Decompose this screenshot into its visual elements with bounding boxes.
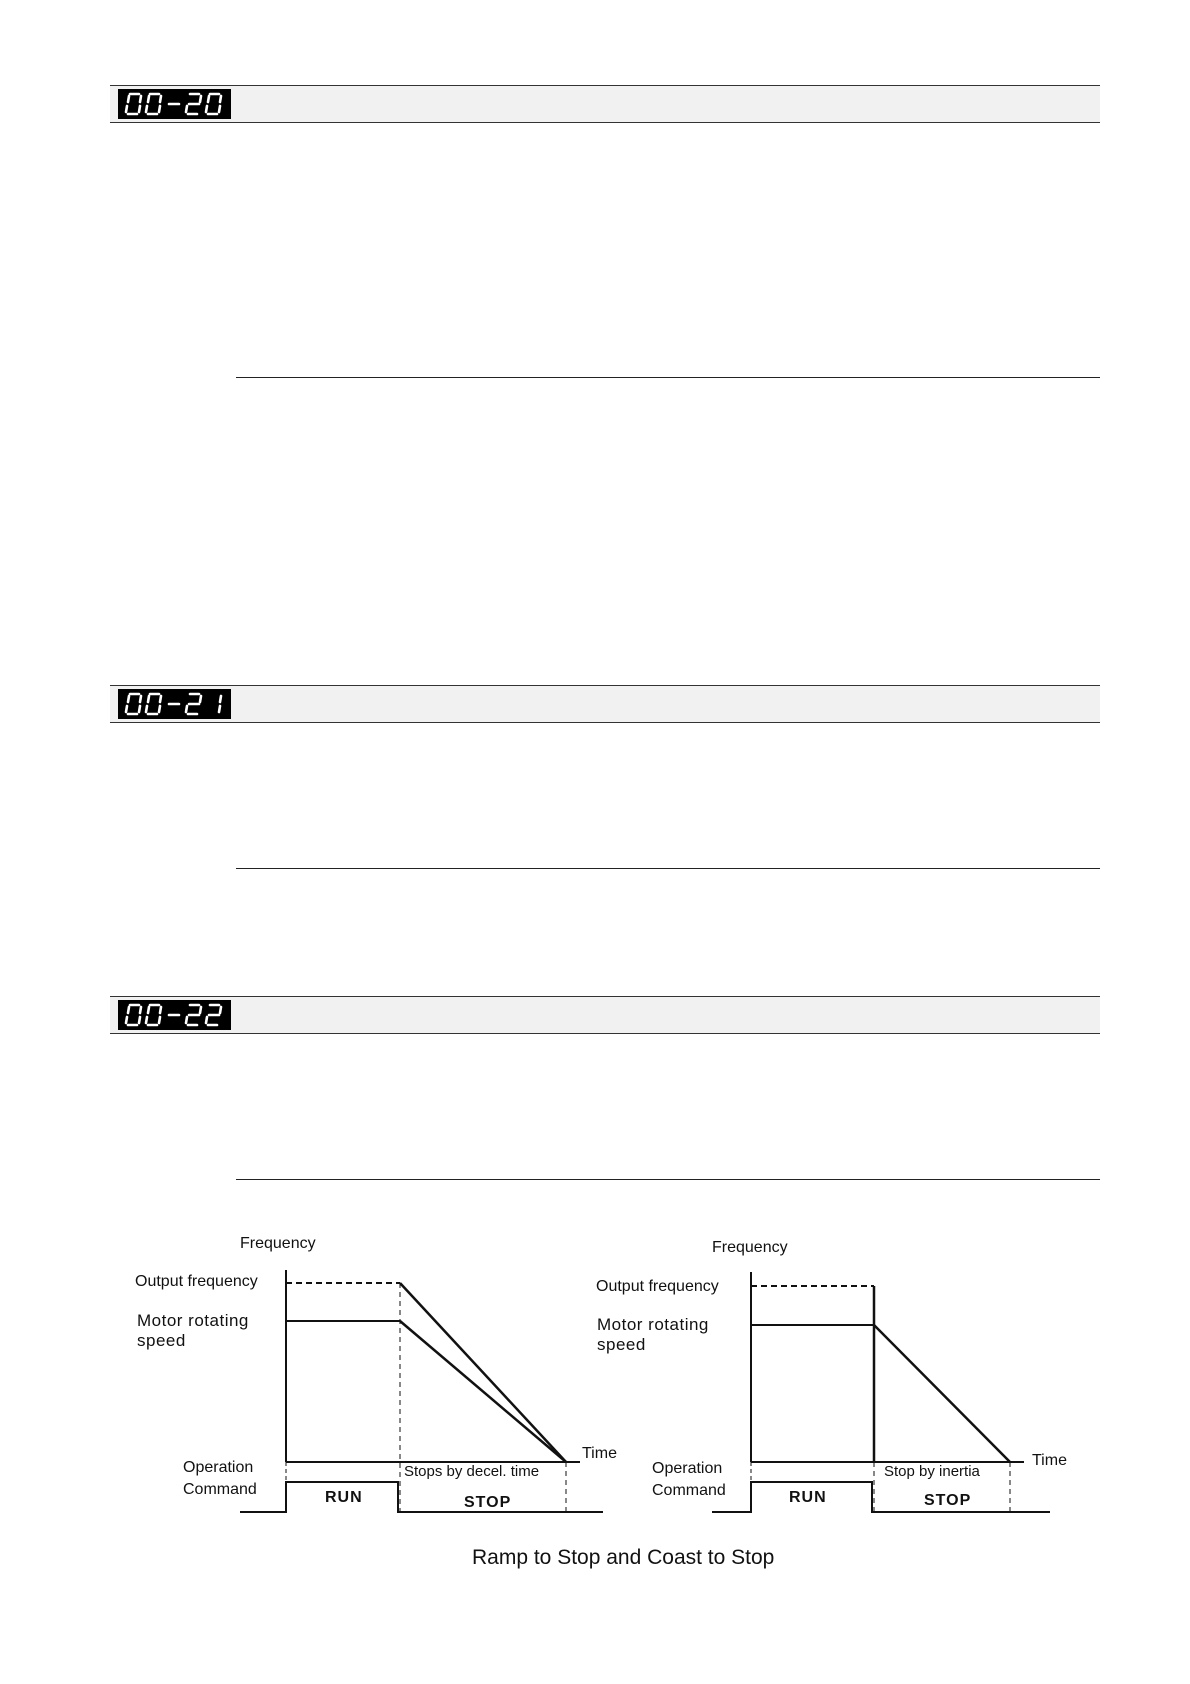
run-label: RUN [789, 1489, 827, 1506]
ramp-to-stop-diagram [135, 1235, 617, 1512]
output-frequency-label: Output frequency [135, 1273, 258, 1290]
motor-speed-label: Motor rotating [137, 1311, 249, 1330]
time-axis-label: Time [1032, 1452, 1067, 1469]
output-frequency-label: Output frequency [596, 1278, 719, 1295]
run-stop-signal [240, 1482, 603, 1512]
motor-speed-decel [400, 1321, 566, 1462]
figure-caption: Ramp to Stop and Coast to Stop [472, 1546, 775, 1569]
motor-speed-coast [874, 1325, 1010, 1462]
operation-command-label: Operation [652, 1460, 723, 1477]
coast-to-stop-diagram [596, 1239, 1067, 1512]
time-axis-label: Time [582, 1445, 617, 1462]
run-label: RUN [325, 1489, 363, 1506]
stop-label: STOP [924, 1492, 972, 1509]
frequency-axis-label: Frequency [240, 1235, 316, 1252]
motor-speed-label-line2: speed [137, 1331, 186, 1350]
output-frequency-decel [400, 1283, 566, 1462]
stop-method-note: Stops by decel. time [404, 1463, 540, 1480]
stop-label: STOP [464, 1494, 512, 1511]
stop-method-note: Stop by inertia [884, 1463, 980, 1480]
operation-command-label-line2: Command [183, 1481, 257, 1498]
run-stop-signal [712, 1482, 1050, 1512]
operation-command-label-line2: Command [652, 1482, 726, 1499]
motor-speed-label-line2: speed [597, 1335, 646, 1354]
frequency-axis-label: Frequency [712, 1239, 788, 1256]
motor-speed-label: Motor rotating [597, 1315, 709, 1334]
operation-command-label: Operation [183, 1459, 254, 1476]
